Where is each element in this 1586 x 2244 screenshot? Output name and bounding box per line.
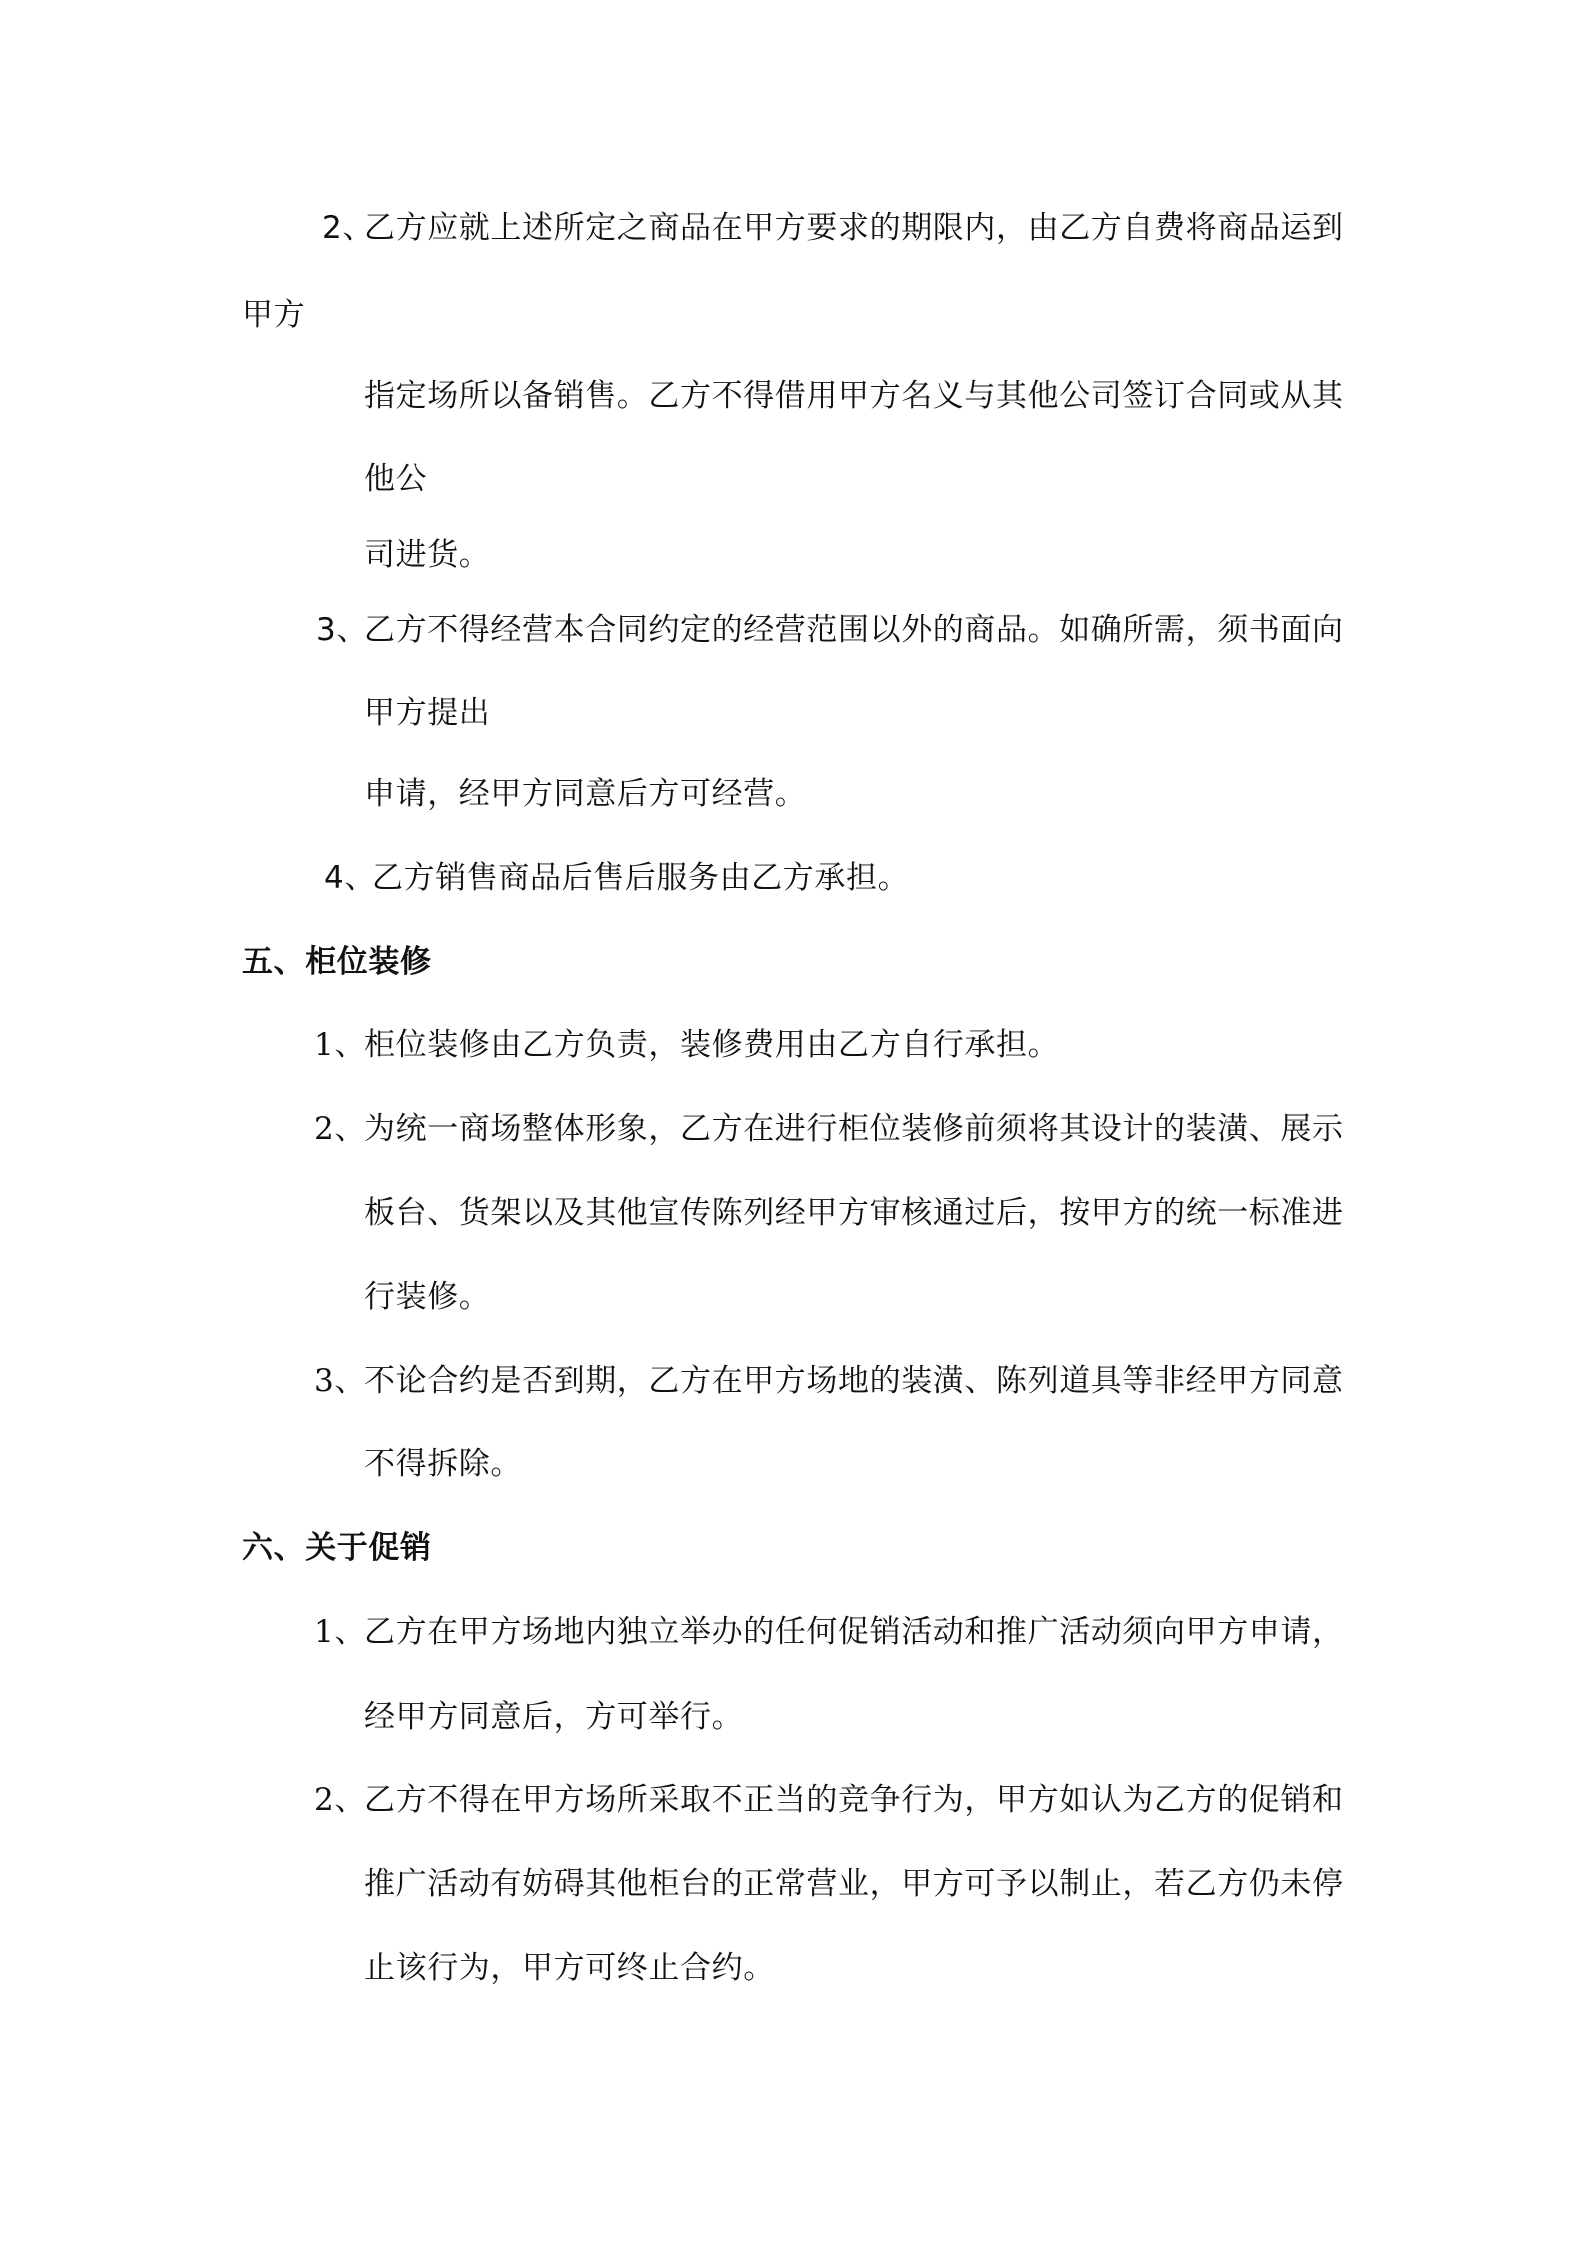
item-number: 2、 [322, 210, 374, 246]
section-heading: 五、柜位装修 [242, 944, 432, 980]
section-heading: 六、关于促销 [242, 1530, 432, 1566]
item-number: 1、 [314, 1027, 366, 1063]
item-number: 2、 [314, 1782, 366, 1818]
paragraph-line: 乙方销售商品后售后服务由乙方承担。 [372, 860, 910, 896]
paragraph-line: 乙方应就上述所定之商品在甲方要求的期限内，由乙方自费将商品运到 [364, 210, 1344, 246]
paragraph-line: 柜位装修由乙方负责，装修费用由乙方自行承担。 [364, 1027, 1060, 1063]
paragraph-line: 不论合约是否到期，乙方在甲方场地的装潢、陈列道具等非经甲方同意 [364, 1363, 1344, 1399]
item-number: 2、 [314, 1111, 366, 1147]
paragraph-line: 乙方不得经营本合同约定的经营范围以外的商品。如确所需，须书面向 [364, 612, 1344, 648]
paragraph-line: 乙方不得在甲方场所采取不正当的竞争行为，甲方如认为乙方的促销和 [364, 1782, 1344, 1818]
paragraph-line: 行装修。 [364, 1279, 491, 1315]
paragraph-line: 司进货。 [364, 537, 491, 573]
paragraph-line: 乙方在甲方场地内独立举办的任何促销活动和推广活动须向甲方申请， [364, 1614, 1344, 1650]
paragraph-line: 甲方 [242, 297, 306, 333]
item-number: 3、 [314, 1363, 366, 1399]
item-number: 1、 [314, 1614, 366, 1650]
paragraph-line: 板台、货架以及其他宣传陈列经甲方审核通过后，按甲方的统一标准进 [364, 1195, 1344, 1231]
paragraph-line: 指定场所以备销售。乙方不得借用甲方名义与其他公司签订合同或从其 [364, 378, 1344, 414]
paragraph-line: 他公 [364, 461, 428, 497]
paragraph-line: 不得拆除。 [364, 1446, 522, 1482]
paragraph-line: 甲方提出 [364, 695, 491, 731]
item-number: 3、 [316, 612, 368, 648]
paragraph-line: 经甲方同意后，方可举行。 [364, 1699, 744, 1735]
paragraph-line: 为统一商场整体形象，乙方在进行柜位装修前须将其设计的装潢、展示 [364, 1111, 1344, 1147]
paragraph-line: 申请，经甲方同意后方可经营。 [364, 776, 807, 812]
paragraph-line: 推广活动有妨碍其他柜台的正常营业，甲方可予以制止，若乙方仍未停 [364, 1866, 1344, 1902]
paragraph-line: 止该行为，甲方可终止合约。 [364, 1950, 775, 1986]
item-number: 4、 [324, 860, 376, 896]
